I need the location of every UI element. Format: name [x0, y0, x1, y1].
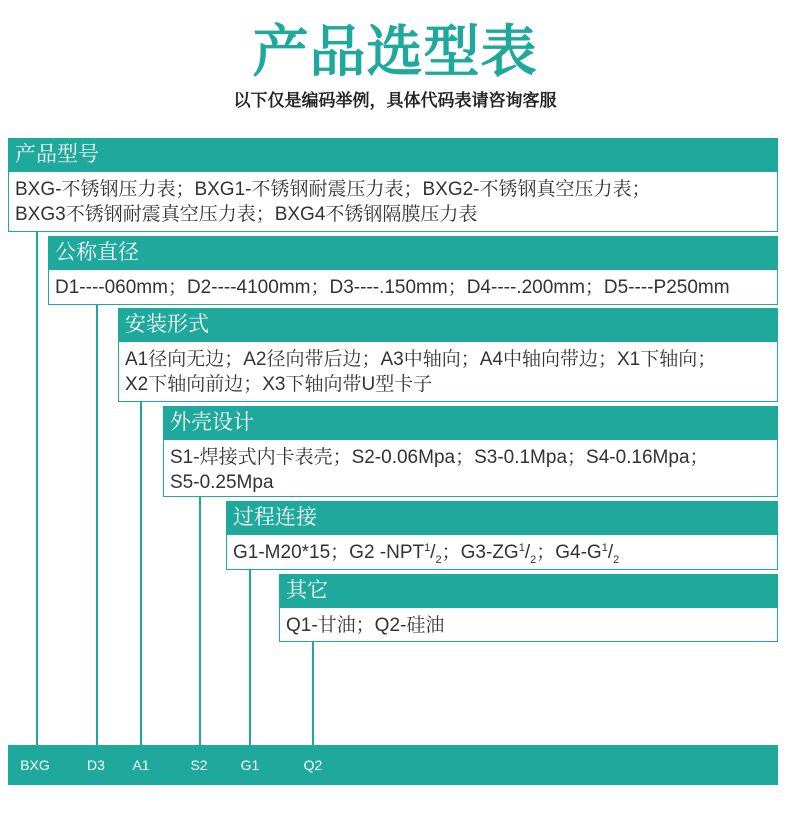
page-title: 产品选型表: [252, 20, 538, 83]
connector-line-model: [36, 232, 38, 745]
section-header-diameter: 公称直径: [48, 236, 778, 270]
fraction-denominator: 2: [435, 554, 442, 566]
option-line: BXG-不锈钢压力表；BXG1-不锈钢耐震压力表；BXG2-不锈钢真空压力表；: [15, 179, 651, 200]
option-line: A1径向无边；A2径向带后边；A3中轴向；A4中轴向带边；X1下轴向；: [125, 349, 717, 370]
connector-line-diameter: [96, 305, 98, 745]
fraction-denominator: 2: [613, 554, 620, 566]
section-header-model: 产品型号: [8, 138, 778, 172]
option-line: Q1-甘油；Q2-硅油: [286, 615, 445, 636]
fraction-numerator: 1: [424, 542, 431, 554]
example-code-bar: [8, 745, 778, 785]
fraction-slash: /: [607, 542, 614, 563]
fitting-label: ；G4-G: [536, 542, 602, 563]
page-subtitle: 以下仅是编码举例，具体代码表请咨询客服: [233, 91, 557, 110]
code-segment-other: Q2: [303, 757, 323, 773]
fitting-label: ；G3-ZG: [441, 542, 519, 563]
fraction-slash: /: [430, 542, 436, 563]
connector-line-process-connection: [249, 570, 251, 745]
section-options-mounting: [118, 342, 778, 402]
section-options-process-connection: [226, 535, 778, 570]
option-line: D1----060mm；D2----4100mm；D3----.150mm；D4----.200mm；D5----P250mm: [55, 277, 730, 298]
section-header-case: 外壳设计: [163, 406, 778, 440]
code-segment-process-connection: G1: [240, 757, 260, 773]
fraction-numerator: 1: [601, 542, 608, 554]
section-header-process-connection: 过程连接: [226, 501, 778, 535]
option-line: BXG3不锈钢耐震真空压力表；BXG4不锈钢隔膜压力表: [15, 204, 478, 225]
section-options-model: [8, 172, 778, 232]
section-options-other: [279, 608, 778, 642]
section-options-diameter: [48, 270, 778, 305]
option-line: X2下轴向前边；X3下轴向带U型卡子: [125, 374, 433, 395]
fraction-numerator: 1: [518, 542, 525, 554]
connector-line-mounting: [140, 402, 142, 745]
fraction-slash: /: [524, 542, 531, 563]
section-options-case: [163, 440, 778, 497]
connector-line-other: [312, 642, 314, 745]
option-line: S5-0.25Mpa: [170, 472, 274, 493]
fitting-label: G1-M20*15；G2 -NPT: [233, 542, 425, 563]
code-segment-model: BXG: [20, 757, 50, 773]
fraction-denominator: 2: [530, 554, 537, 566]
code-segment-mounting: A1: [132, 757, 150, 773]
code-segment-case: S2: [190, 757, 208, 773]
connector-line-case: [199, 497, 201, 745]
code-segment-diameter: D3: [87, 757, 105, 773]
option-line: S1-焊接式内卡表壳；S2-0.06Mpa；S3-0.1Mpa；S4-0.16Mpa；: [170, 447, 709, 468]
option-line: [233, 540, 771, 565]
section-header-mounting: 安装形式: [118, 308, 778, 342]
section-header-other: 其它: [279, 574, 778, 608]
